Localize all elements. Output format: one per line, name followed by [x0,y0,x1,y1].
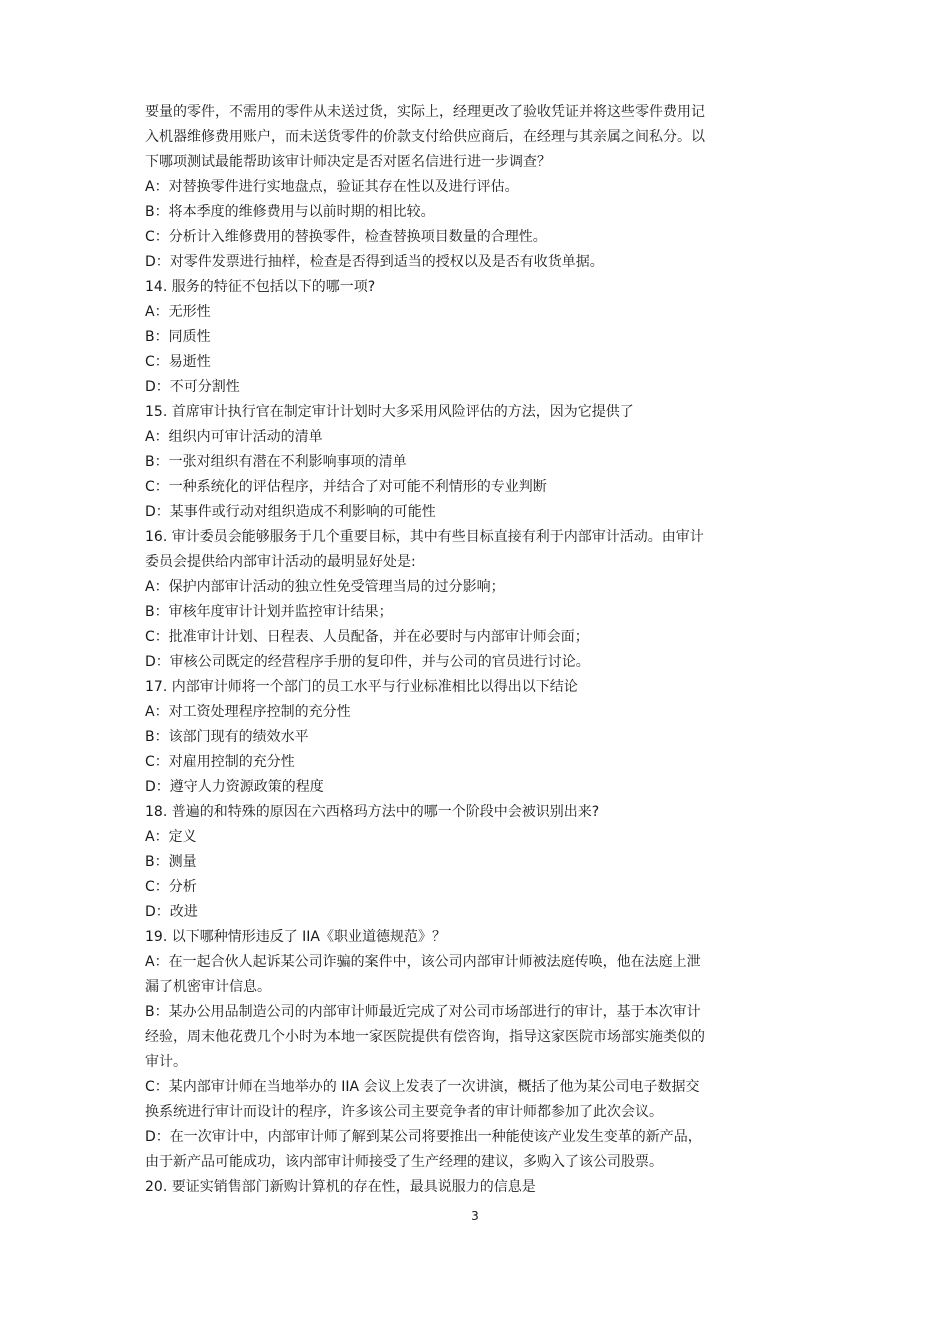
option-a: A：对工资处理程序控制的充分性 [145,704,351,720]
question-19: 19. 以下哪种情形违反了 IIA《职业道德规范》？ [145,929,446,945]
option-b: B：某办公用品制造公司的内部审计师最近完成了对公司市场部进行的审计，基于本次审计 [145,1004,701,1020]
text-line: 入机器维修费用账户，而未送货零件的价款支付给供应商后，在经理与其亲属之间私分。以 [145,129,705,145]
option-a-cont: 漏了机密审计信息。 [145,979,271,995]
question-17: 17. 内部审计师将一个部门的员工水平与行业标准相比以得出以下结论 [145,679,578,695]
page-number: 3 [471,1209,479,1223]
option-c: C：分析 [145,879,197,895]
document-body [145,100,815,1200]
option-d: D：改进 [145,904,198,920]
option-c: C：一种系统化的评估程序，并结合了对可能不利情形的专业判断 [145,479,547,495]
question-16: 16. 审计委员会能够服务于几个重要目标，其中有些目标直接有利于内部审计活动。由审计 [145,529,704,545]
option-d: D：审核公司既定的经营程序手册的复印件，并与公司的官员进行讨论。 [145,654,590,670]
question-16-cont: 委员会提供给内部审计活动的最明显好处是: [145,554,416,570]
option-c: C：对雇用控制的充分性 [145,754,295,770]
option-b: B：该部门现有的绩效水平 [145,729,309,745]
text-line: 下哪项测试最能帮助该审计师决定是否对匿名信进行进一步调查？ [145,154,551,170]
option-a: A：定义 [145,829,197,845]
option-d-cont: 由于新产品可能成功，该内部审计师接受了生产经理的建议，多购入了该公司股票。 [145,1154,663,1170]
option-d: D：对零件发票进行抽样，检查是否得到适当的授权以及是否有收货单据。 [145,254,604,270]
option-c-cont: 换系统进行审计而设计的程序，许多该公司主要竞争者的审计师都参加了此次会议。 [145,1104,663,1120]
question-14: 14. 服务的特征不包括以下的哪一项? [145,279,376,295]
option-d: D：不可分割性 [145,379,240,395]
option-a: A：无形性 [145,304,211,320]
option-d: D：在一次审计中，内部审计师了解到某公司将要推出一种能使该产业发生变革的新产品， [145,1129,702,1145]
option-b: B：测量 [145,854,197,870]
option-a: A：对替换零件进行实地盘点，验证其存在性以及进行评估。 [145,179,519,195]
option-d: D：某事件或行动对组织造成不利影响的可能性 [145,504,436,520]
text-line: 要量的零件，不需用的零件从未送过货，实际上，经理更改了验收凭证并将这些零件费用记 [145,104,705,120]
option-b: B：将本季度的维修费用与以前时期的相比较。 [145,204,435,220]
option-c: C：某内部审计师在当地举办的 IIA 会议上发表了一次讲演，概括了他为某公司电子数据交 [145,1079,700,1095]
option-a: A：保护内部审计活动的独立性免受管理当局的过分影响； [145,579,505,595]
option-b-cont: 审计。 [145,1054,187,1070]
option-b: B：审核年度审计计划并监控审计结果； [145,604,393,620]
option-d: D：遵守人力资源政策的程度 [145,779,324,795]
question-18: 18. 普遍的和特殊的原因在六西格玛方法中的哪一个阶段中会被识别出来? [145,804,600,820]
option-b-cont: 经验，周末他花费几个小时为本地一家医院提供有偿咨询，指导这家医院市场部实施类似的 [145,1029,705,1045]
option-c: C：易逝性 [145,354,211,370]
option-a: A：在一起合伙人起诉某公司诈骗的案件中，该公司内部审计师被法庭传唤，他在法庭上泄 [145,954,701,970]
question-20: 20. 要证实销售部门新购计算机的存在性，最具说服力的信息是 [145,1179,536,1195]
question-15: 15. 首席审计执行官在制定审计计划时大多采用风险评估的方法，因为它提供了 [145,404,634,420]
option-b: B：一张对组织有潜在不利影响事项的清单 [145,454,407,470]
option-c: C：分析计入维修费用的替换零件，检查替换项目数量的合理性。 [145,229,547,245]
option-c: C：批准审计计划、日程表、人员配备，并在必要时与内部审计师会面； [145,629,589,645]
option-b: B：同质性 [145,329,211,345]
option-a: A：组织内可审计活动的清单 [145,429,323,445]
